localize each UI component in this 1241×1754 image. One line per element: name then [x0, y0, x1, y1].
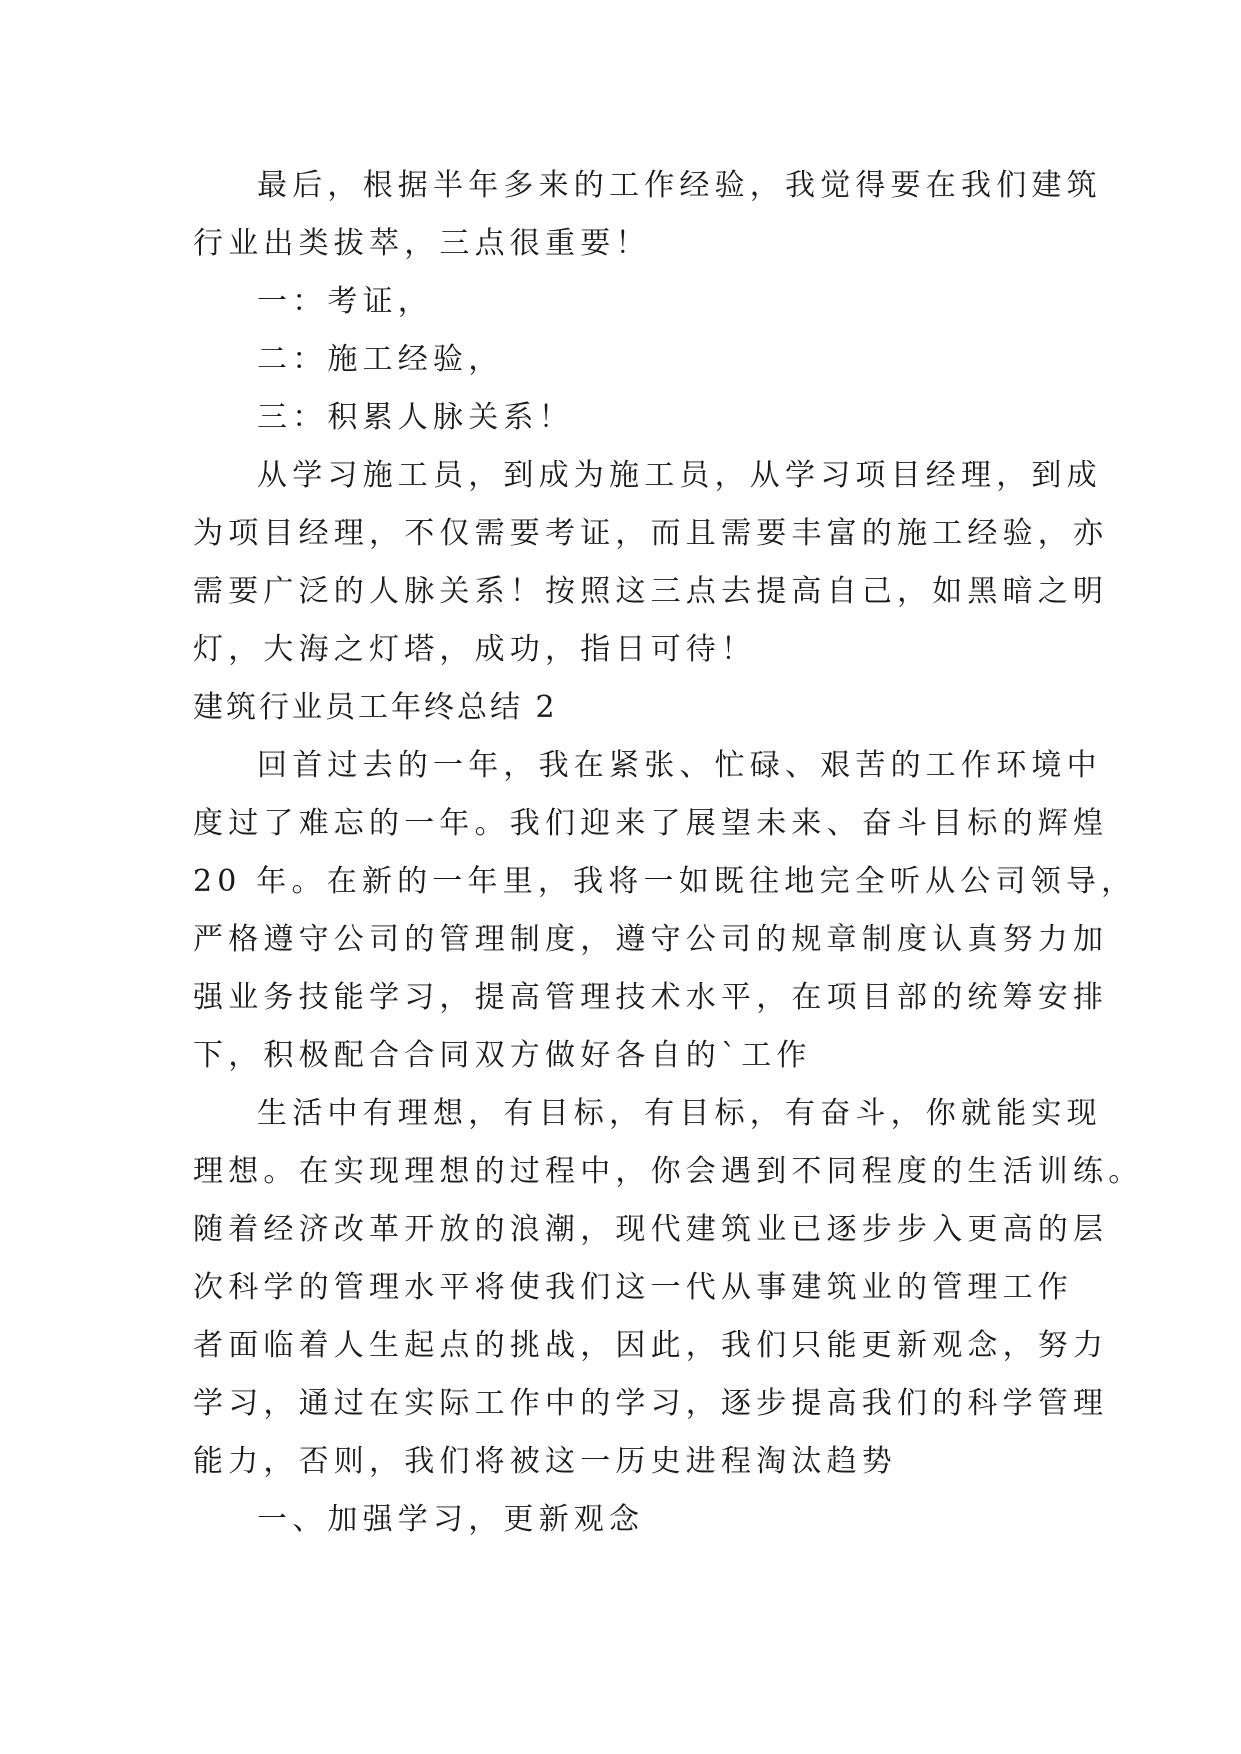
paragraph-line: 从学习施工员，到成为施工员，从学习项目经理，到成: [257, 458, 1102, 493]
section-heading: 建筑行业员工年终总结 2: [193, 690, 558, 725]
paragraph-line: 度过了难忘的一年。我们迎来了展望未来、奋斗目标的辉煌: [193, 806, 1109, 841]
paragraph-line: 随着经济改革开放的浪潮，现代建筑业已逐步步入更高的层: [193, 1212, 1109, 1247]
paragraph-line: 为项目经理，不仅需要考证，而且需要丰富的施工经验，亦: [193, 516, 1109, 551]
paragraph-line: 生活中有理想，有目标，有目标，有奋斗，你就能实现: [257, 1096, 1102, 1131]
paragraph-line: 20 年。在新的一年里，我将一如既往地完全听从公司领导，: [193, 864, 1137, 899]
paragraph-line: 最后，根据半年多来的工作经验，我觉得要在我们建筑: [257, 168, 1102, 203]
paragraph-line: 次科学的管理水平将使我们这一代从事建筑业的管理工作: [193, 1270, 1073, 1305]
paragraph-line: 严格遵守公司的管理制度，遵守公司的规章制度认真努力加: [193, 922, 1109, 957]
paragraph-line: 灯，大海之灯塔，成功，指日可待！: [193, 632, 757, 667]
paragraph-line: 回首过去的一年，我在紧张、忙碌、艰苦的工作环境中: [257, 748, 1102, 783]
paragraph-line: 需要广泛的人脉关系！按照这三点去提高自己，如黑暗之明: [193, 574, 1109, 609]
list-item: 二：施工经验，: [257, 342, 504, 377]
paragraph-line: 下，积极配合合同双方做好各自的`工作: [193, 1038, 812, 1073]
subsection-heading: 一、加强学习，更新观念: [257, 1502, 645, 1537]
paragraph-line: 理想。在实现理想的过程中，你会遇到不同程度的生活训练。: [193, 1154, 1144, 1189]
document-body: [193, 157, 1144, 1549]
list-item: 一：考证，: [257, 284, 433, 319]
list-item: 三：积累人脉关系！: [257, 400, 574, 435]
paragraph-line: 学习，通过在实际工作中的学习，逐步提高我们的科学管理: [193, 1386, 1109, 1421]
paragraph-line: 强业务技能学习，提高管理技术水平，在项目部的统筹安排: [193, 980, 1109, 1015]
paragraph-line: 行业出类拔萃，三点很重要！: [193, 226, 651, 261]
paragraph-line: 者面临着人生起点的挑战，因此，我们只能更新观念，努力: [193, 1328, 1109, 1363]
paragraph-line: 能力，否则，我们将被这一历史进程淘汰趋势: [193, 1444, 897, 1479]
